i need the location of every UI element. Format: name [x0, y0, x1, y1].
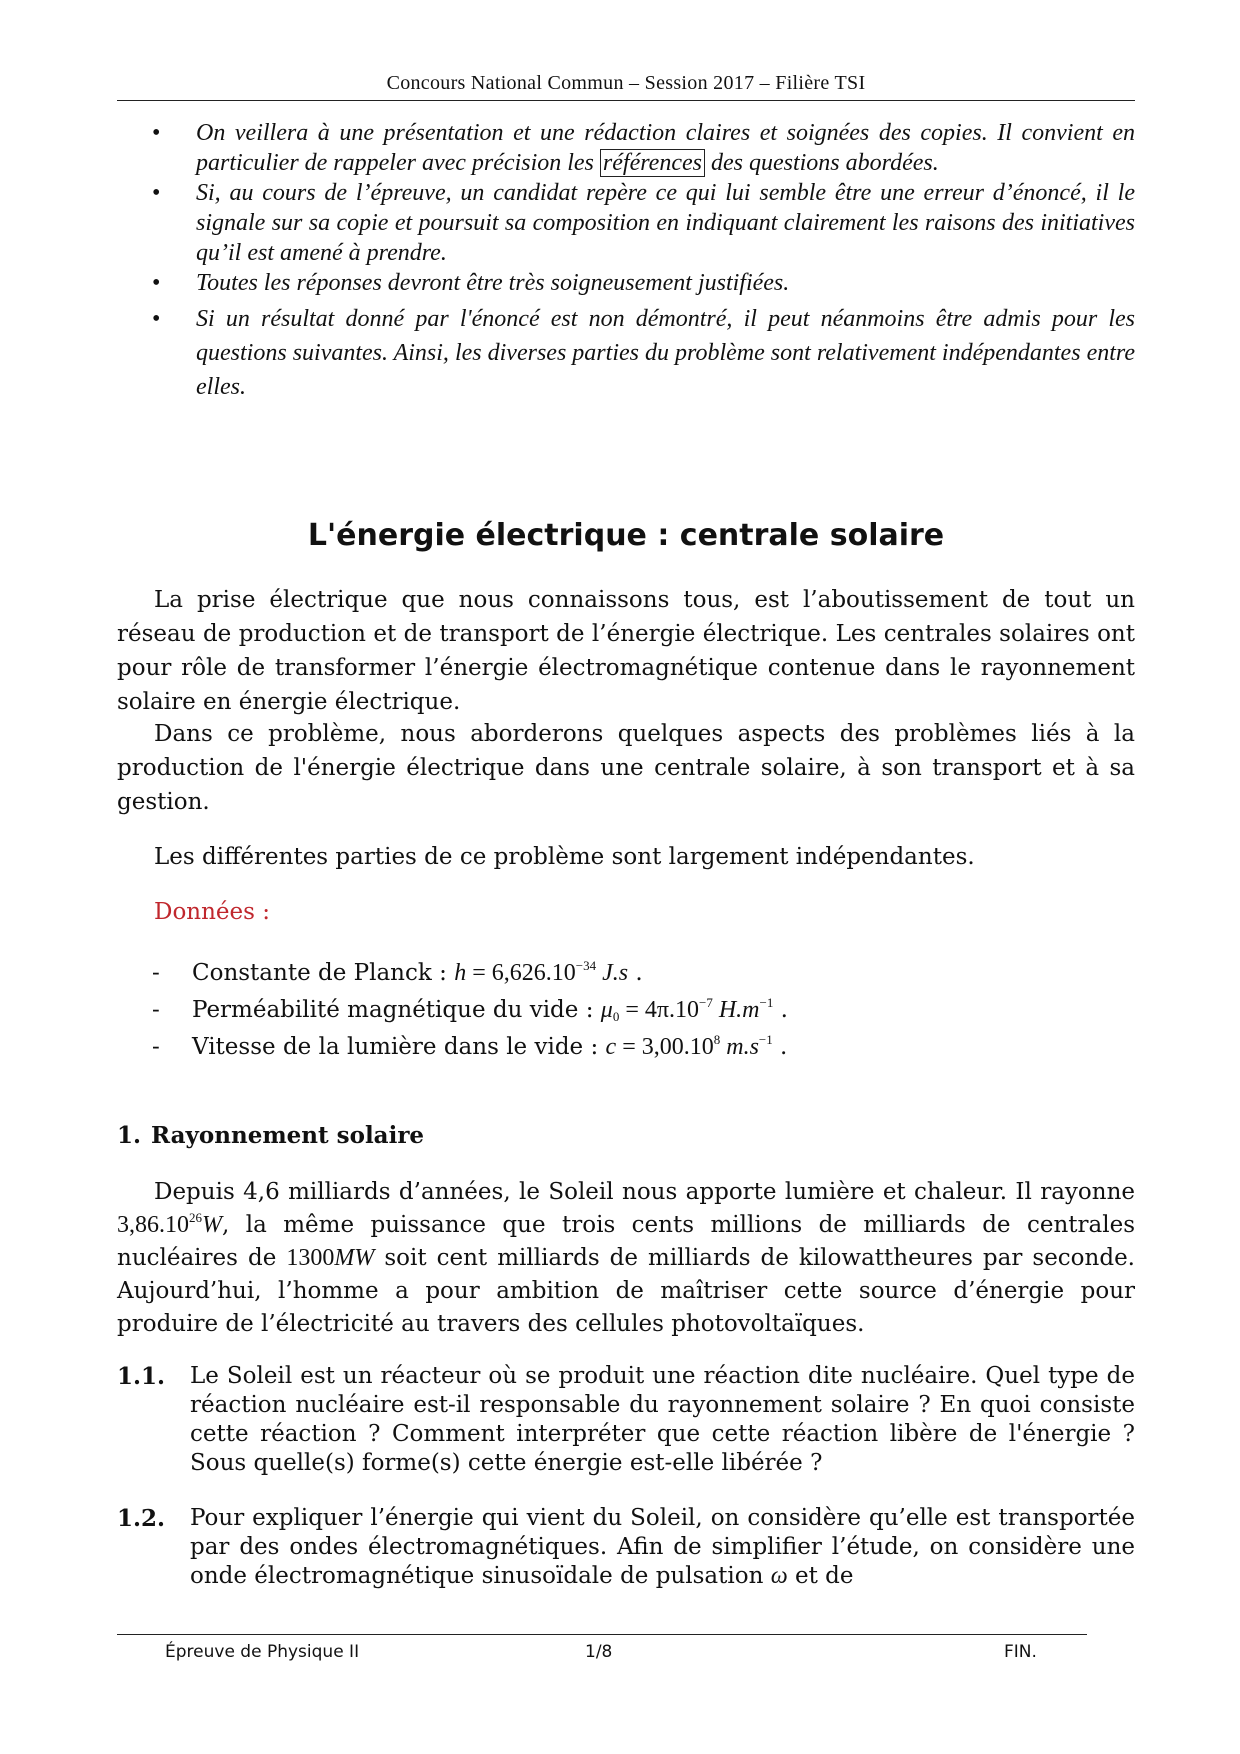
data-list [152, 956, 1052, 1067]
question-text: Le Soleil est un réacteur où se produit une réaction dite nucléaire. Quel type de réaction nucléaire est-il responsable du rayonnement solaire ? En quoi consiste cette réaction ? Comment interpréter que cette réaction libère de l'énergie ? Sous quelle(s) forme(s) cette énergie est-elle libérée ? [190, 1363, 1135, 1476]
question-number: 1.2. [117, 1505, 166, 1532]
intro-paragraph: Dans ce problème, nous aborderons quelques aspects des problèmes liés à la production de l'énergie électrique dans une centrale solaire, à son transport et à sa gestion. [117, 721, 1135, 815]
footer-left: Épreuve de Physique II [165, 1642, 360, 1662]
dash-marker: - [152, 1034, 160, 1060]
planck-formula: $h = 6,626.10^{-34}$ J.s [454, 958, 629, 986]
page-header: Concours National Commun – Session 2017 – Filière TSI [386, 72, 866, 94]
sun-power-formula: 3,86.10$^{26}$W [117, 1210, 222, 1238]
permeability-formula: $\mu_0 = 4\pi.10^{-7}$ $H.m^{-1}$ [600, 995, 774, 1024]
section-heading: 1. Rayonnement solaire [117, 1122, 425, 1149]
question-text: Pour expliquer l’énergie qui vient du Soleil, on considère qu’elle est transportée par des ondes électromagnétiques. Afin de simplifier l’étude, on considère une onde électromagnétique sinusoïdale de pulsation ω et de [190, 1505, 1135, 1589]
data-item-planck: - Constante de Planck : $h = 6,626.10^{-34}$ J.s . [152, 956, 1052, 993]
data-item-permeability: - Perméabilité magnétique du vide : $\mu_0 = 4\pi.10^{-7}$ $H.m^{-1}$ . [152, 993, 1052, 1030]
question-1-2 [117, 1504, 1135, 1591]
instruction-item: • Si un résultat donné par l'énoncé est non démontré, il peut néanmoins être admis pour les questions suivantes. Ainsi, les diverses parties du problème sont relativement indépendantes entre elles. [150, 302, 1135, 404]
intro-paragraph: La prise électrique que nous connaissons tous, est l’aboutissement de tout un réseau de production et de transport de l’énergie électrique. Les centrales solaires ont pour rôle de transformer l’énergie électromagnétique contenue dans le rayonnement solaire en énergie électrique. [117, 587, 1135, 715]
section-paragraph: Depuis 4,6 milliards d’années, le Soleil nous apporte lumière et chaleur. Il rayonne 3,86.10$^{26}$W, la même puissance que trois cents millions de milliards de centrales nucléaires de 1300MW soit cent milliards de milliards de kilowattheures par seconde. Aujourd’hui, l’homme a pour ambition de maîtriser cette source d’énergie pour produire de l’électricité au travers des cellules photovoltaïques. [117, 1179, 1135, 1337]
plant-power-formula: 1300MW [286, 1245, 375, 1271]
instruction-item: • Toutes les réponses devront être très soigneusement justifiées. [150, 268, 1135, 298]
light-speed-formula: $c = 3,00.10^8$ $m.s^{-1}$ [605, 1032, 773, 1060]
question-1-1 [117, 1362, 1135, 1478]
data-item-light-speed: - Vitesse de la lumière dans le vide : $c = 3,00.10^8$ $m.s^{-1}$ . [152, 1030, 1052, 1067]
problem-title: L'énergie électrique : centrale solaire [307, 518, 945, 553]
instruction-item: • Si, au cours de l’épreuve, un candidat repère ce qui lui semble être une erreur d’énoncé, il le signale sur sa copie et poursuit sa composition en indiquant clairement les raisons des initiatives qu’il est amené à prendre. [150, 178, 1135, 268]
header-rule [117, 100, 1135, 101]
dash-marker: - [152, 960, 160, 986]
footer-rule [117, 1634, 1087, 1635]
boxed-word: références [600, 149, 705, 177]
data-heading: Données : [154, 899, 270, 925]
intro-paragraph: Les différentes parties de ce problème sont largement indépendantes. [154, 844, 975, 870]
question-number: 1.1. [117, 1363, 166, 1390]
dash-marker: - [152, 997, 160, 1023]
instruction-item: • On veillera à une présentation et une rédaction claires et soignées des copies. Il convient en particulier de rappeler avec précision les références des questions abordées. [150, 118, 1135, 178]
page-number: 1/8 [585, 1642, 613, 1662]
footer-right: FIN. [1004, 1642, 1037, 1662]
instructions-list [150, 118, 1135, 404]
